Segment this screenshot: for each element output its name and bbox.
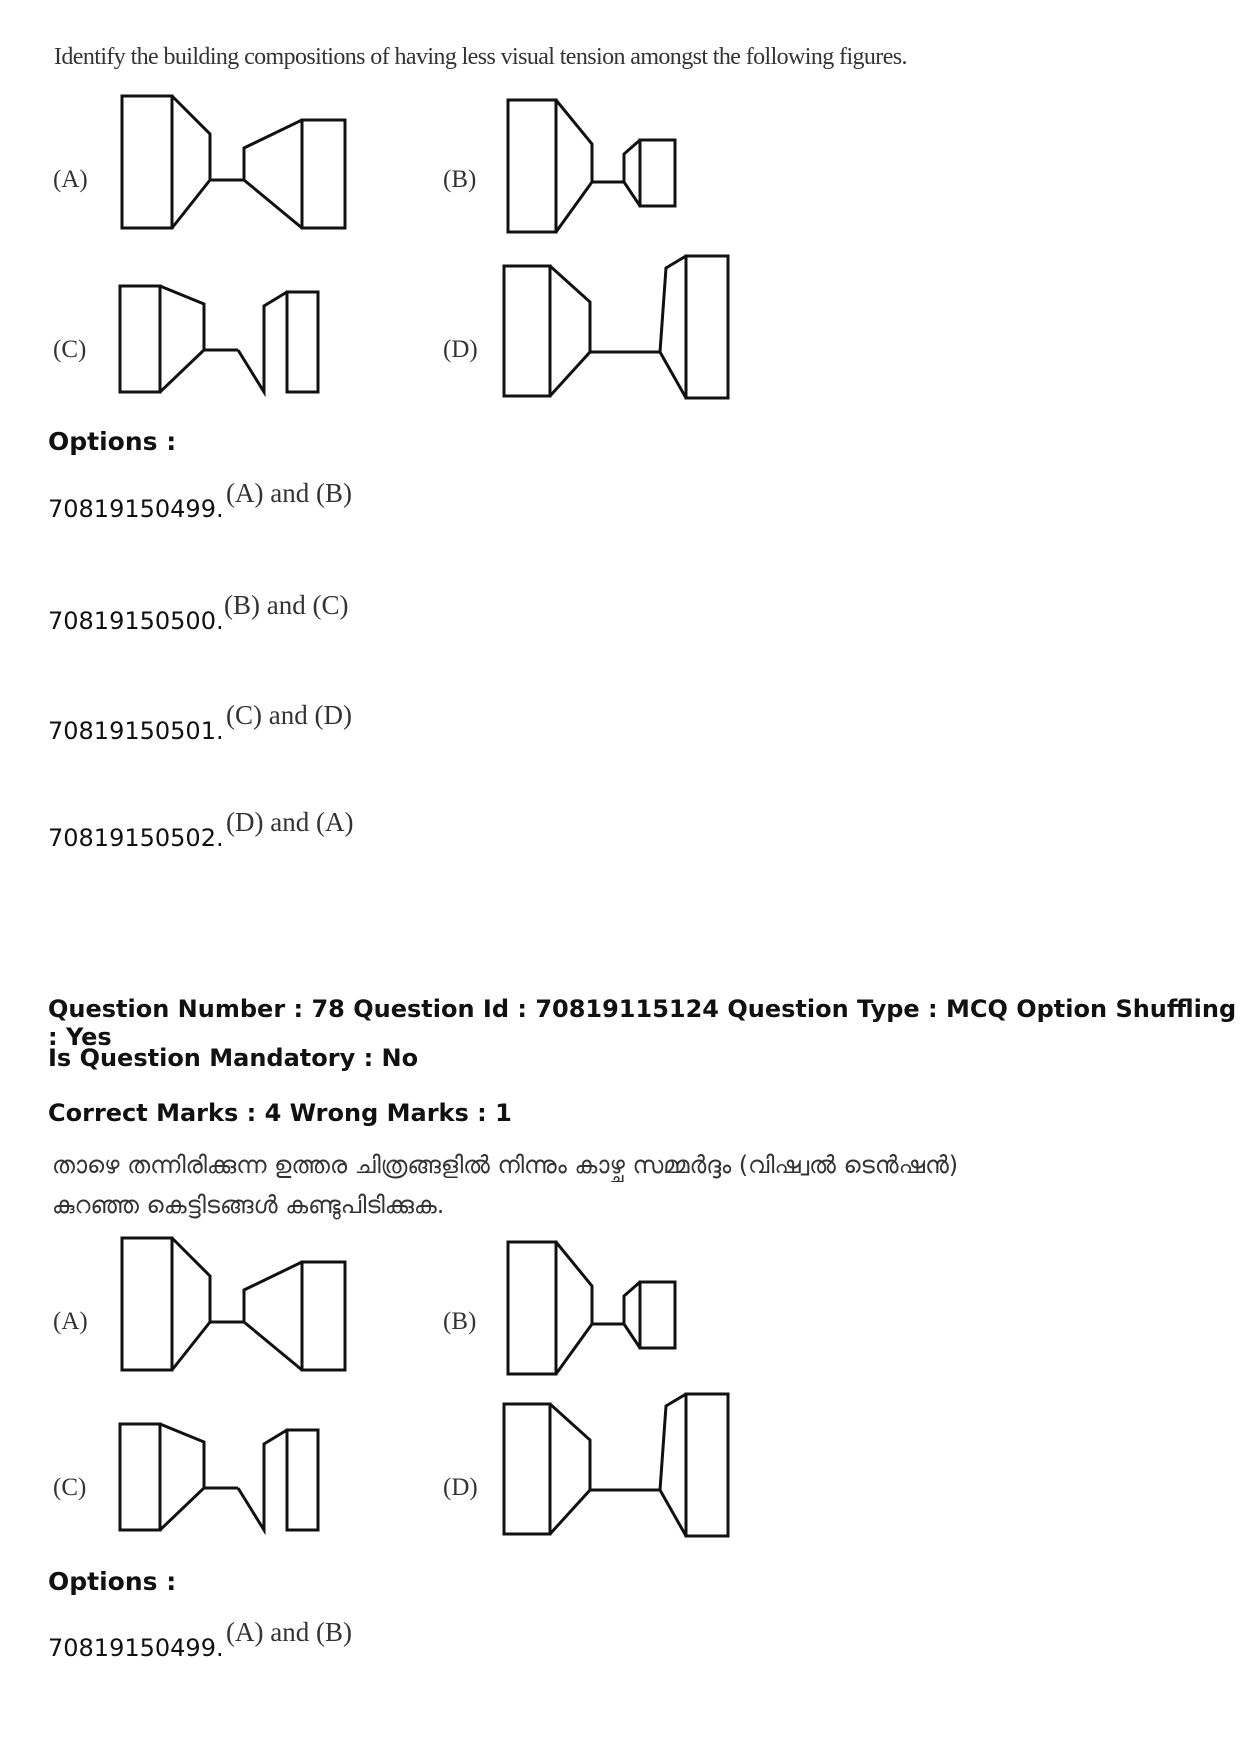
figure-label-b: (B) [443, 1308, 477, 1335]
figure-label-b: (B) [443, 166, 477, 193]
options-heading: Options : [48, 427, 177, 456]
question-meta-line: Question Number : 78 Question Id : 70819115124 Question Type : MCQ Option Shuffling : Yes [48, 995, 1237, 1051]
question-text-line1: താഴെ തന്നിരിക്കുന്ന ഉത്തര ചിത്രങ്ങളിൽ നിന്നും കാഴ്ച സമ്മർദ്ദം (വിഷ്വൽ ടെൻഷൻ) [52, 1151, 959, 1179]
figure-a-diagram [110, 1230, 350, 1376]
option-text[interactable]: (A) and (B) [226, 1617, 352, 1647]
options-heading: Options : [48, 1567, 177, 1596]
option-id: 70819150501. [48, 717, 224, 745]
figure-label-c: (C) [53, 336, 87, 363]
figure-label-d: (D) [443, 336, 478, 363]
figure-label-a: (A) [53, 1308, 88, 1335]
figure-label-a: (A) [53, 166, 88, 193]
option-text[interactable]: (C) and (D) [226, 700, 352, 730]
figure-label-c: (C) [53, 1474, 87, 1501]
figure-a-diagram [110, 88, 350, 234]
option-id: 70819150502. [48, 824, 224, 852]
figure-d-diagram [500, 1390, 740, 1544]
figure-label-d: (D) [443, 1474, 478, 1501]
option-text[interactable]: (B) and (C) [224, 590, 349, 620]
figure-c-diagram [112, 1420, 332, 1538]
option-text[interactable]: (A) and (B) [226, 478, 352, 508]
figure-c-diagram [112, 282, 332, 400]
question-text-line2: കുറഞ്ഞ കെട്ടിടങ്ങൾ കണ്ടുപിടിക്കുക. [52, 1191, 445, 1219]
question-marks: Correct Marks : 4 Wrong Marks : 1 [48, 1099, 512, 1127]
question-text: Identify the building compositions of having less visual tension amongst the following figures. [54, 44, 907, 70]
figure-b-diagram [500, 1234, 690, 1380]
option-id: 70819150500. [48, 607, 224, 635]
option-text[interactable]: (D) and (A) [226, 807, 354, 837]
figure-b-diagram [500, 92, 690, 238]
option-id: 70819150499. [48, 495, 224, 523]
figure-d-diagram [500, 252, 740, 406]
question-mandatory: Is Question Mandatory : No [48, 1044, 419, 1072]
option-id: 70819150499. [48, 1634, 224, 1662]
